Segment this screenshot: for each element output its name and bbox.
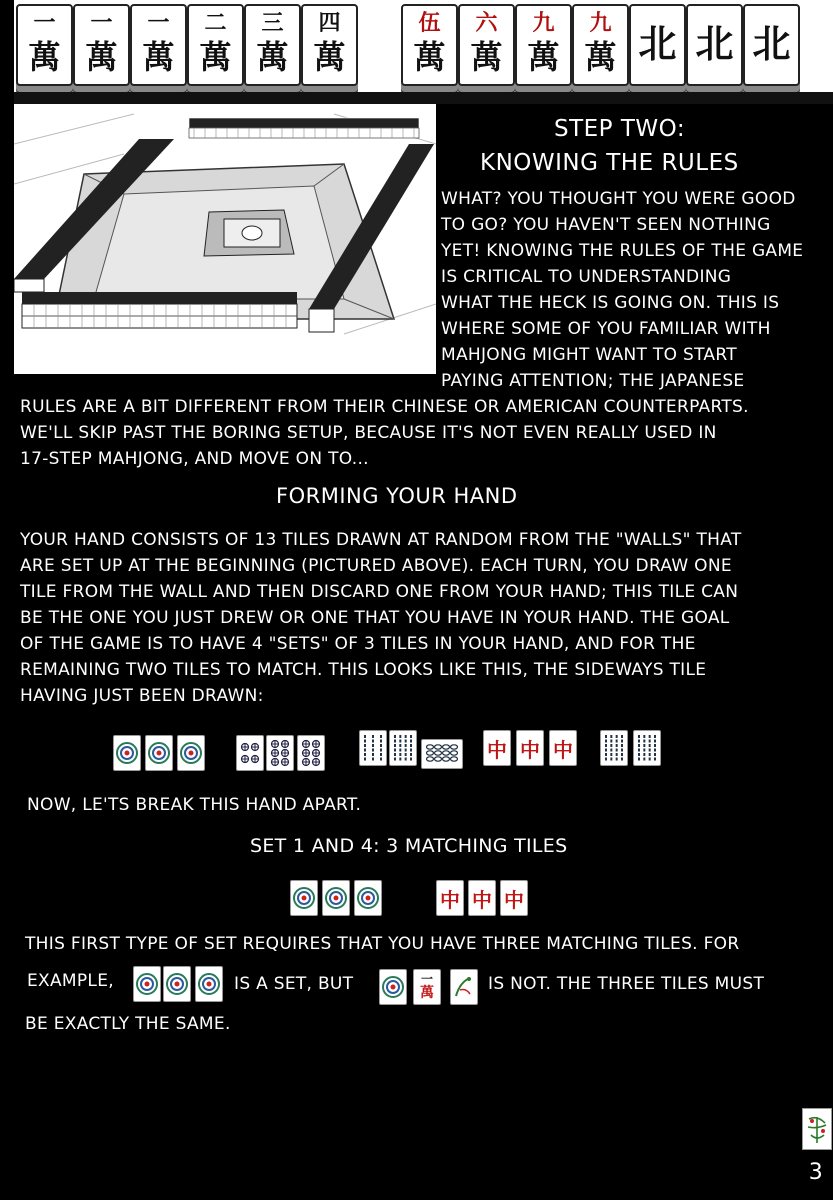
forming-line: REMAINING TWO TILES TO MATCH. THIS LOOKS LIKE THIS, THE SIDEWAYS TILE [20, 660, 707, 680]
tile-number: 四 [318, 10, 341, 36]
mahjong-table-illustration [14, 104, 436, 374]
character-tile-icon [187, 4, 244, 86]
intro-line: WE'LL SKIP PAST THE BORING SETUP, BECAUSE IT'S NOT EVEN REALLY USED IN [20, 423, 717, 443]
one-circle-tile-icon [354, 880, 382, 916]
intro-line: YET! KNOWING THE RULES OF THE GAME [441, 241, 804, 261]
character-tile-icon [301, 4, 358, 86]
red-dragon-tile-icon: 中 [436, 880, 464, 916]
one-circle-tile-icon [133, 966, 161, 1002]
set1-title: SET 1 AND 4: 3 MATCHING TILES [250, 835, 568, 857]
tile-suit: 萬 [28, 38, 61, 76]
set1-example-label: EXAMPLE, [27, 971, 114, 991]
one-circle-tile-icon [113, 735, 141, 771]
one-character-tile-icon: 一 萬 [413, 969, 441, 1005]
tile-suit: 萬 [470, 38, 503, 76]
one-bamboo-tile-icon [450, 969, 478, 1005]
tile-number: 伍 [418, 10, 441, 36]
six-circle-tile-icon [266, 735, 294, 771]
set1-is-not: IS NOT. THE THREE TILES MUST [488, 974, 765, 994]
red-dragon-tile-icon: 中 [468, 880, 496, 916]
six-circle-tile-icon [297, 735, 325, 771]
intro-line: PAYING ATTENTION; THE JAPANESE [441, 371, 745, 391]
intro-full-width [20, 394, 749, 472]
tile-suit: 萬 [199, 38, 232, 76]
intro-line: TO GO? YOU HAVEN'T SEEN NOTHING [441, 215, 771, 235]
red-dragon-tile-icon: 中 [549, 730, 577, 766]
character-tile-icon [515, 4, 572, 86]
bamboo-tile-icon [600, 730, 628, 766]
tile-glyph: 北 [638, 21, 677, 66]
sideways-drawn-tile-icon [421, 739, 463, 769]
four-bamboo-tile-icon [389, 730, 417, 766]
top-tile-strip [14, 0, 833, 104]
set1-line1: THIS FIRST TYPE OF SET REQUIRES THAT YOU HAVE THREE MATCHING TILES. FOR [25, 934, 740, 954]
character-tile-icon [244, 4, 301, 86]
tile-glyph: 北 [752, 21, 791, 66]
north-wind-tile-icon [686, 4, 743, 86]
character-tile-icon [458, 4, 515, 86]
forming-line: YOUR HAND CONSISTS OF 13 TILES DRAWN AT RANDOM FROM THE "WALLS" THAT [20, 530, 742, 550]
character-tile-icon [130, 4, 187, 86]
character-tile-icon [572, 4, 629, 86]
break-apart-text: NOW, LE'TS BREAK THIS HAND APART. [27, 795, 362, 815]
forming-line: ARE SET UP AT THE BEGINNING (PICTURED ABOVE). EACH TURN, YOU DRAW ONE [20, 556, 732, 576]
three-bamboo-tile-icon [359, 730, 387, 766]
forming-line: HAVING JUST BEEN DRAWN: [20, 686, 264, 706]
step-title-line1: STEP TWO: [554, 116, 686, 142]
tile-suit: 萬 [85, 38, 118, 76]
tile-number: 三 [261, 10, 284, 36]
tile-suit: 萬 [142, 38, 175, 76]
intro-line: WHERE SOME OF YOU FAMILIAR WITH [441, 319, 771, 339]
forming-title: FORMING YOUR HAND [276, 484, 518, 508]
corner-bamboo-tile-icon [802, 1108, 832, 1150]
table-walls-drawing [14, 104, 436, 374]
intro-line: RULES ARE A BIT DIFFERENT FROM THEIR CHINESE OR AMERICAN COUNTERPARTS. [20, 397, 749, 417]
tile-number: 一 [147, 10, 170, 36]
set1-line3: BE EXACTLY THE SAME. [25, 1014, 231, 1034]
step-title-line2: KNOWING THE RULES [480, 150, 739, 176]
tile-suit: 萬 [527, 38, 560, 76]
forming-line: TILE FROM THE WALL AND THEN DISCARD ONE FROM YOUR HAND; THIS TILE CAN [20, 582, 739, 602]
north-wind-tile-icon [629, 4, 686, 86]
tile-suit: 萬 [313, 38, 346, 76]
red-dragon-tile-icon: 中 [500, 880, 528, 916]
tile-number: 六 [475, 10, 498, 36]
forming-paragraph [20, 527, 742, 709]
character-tile-icon [16, 4, 73, 86]
tile-number: 九 [589, 10, 612, 36]
intro-column [441, 186, 803, 394]
character-tile-icon [401, 4, 458, 86]
tile-suit: 萬 [256, 38, 289, 76]
forming-line: BE THE ONE YOU JUST DREW OR ONE THAT YOU HAVE IN YOUR HAND. THE GOAL [20, 608, 730, 628]
north-wind-tile-icon [743, 4, 800, 86]
intro-line: WHAT THE HECK IS GOING ON. THIS IS [441, 293, 780, 313]
tile-suit: 萬 [584, 38, 617, 76]
tile-number: 九 [532, 10, 555, 36]
one-circle-tile-icon [379, 969, 407, 1005]
intro-line: MAHJONG MIGHT WANT TO START [441, 345, 737, 365]
tile-strip-base [14, 92, 833, 104]
one-circle-tile-icon [145, 735, 173, 771]
tile-number: 一 [90, 10, 113, 36]
bamboo-tile-icon [633, 730, 661, 766]
one-circle-tile-icon [177, 735, 205, 771]
character-tile-icon [73, 4, 130, 86]
one-circle-tile-icon [195, 966, 223, 1002]
one-circle-tile-icon [163, 966, 191, 1002]
one-circle-tile-icon [290, 880, 318, 916]
intro-line: 17-STEP MAHJONG, AND MOVE ON TO... [20, 449, 369, 469]
page-number: 3 [808, 1160, 823, 1185]
tile-number: 二 [204, 10, 227, 36]
four-circle-tile-icon [236, 735, 264, 771]
red-dragon-tile-icon: 中 [483, 730, 511, 766]
one-circle-tile-icon [322, 880, 350, 916]
intro-line: IS CRITICAL TO UNDERSTANDING [441, 267, 732, 287]
set1-is-a-set: IS A SET, BUT [234, 974, 354, 994]
red-dragon-tile-icon: 中 [516, 730, 544, 766]
tile-number: 一 [33, 10, 56, 36]
tile-suit: 萬 [413, 38, 446, 76]
forming-line: OF THE GAME IS TO HAVE 4 "SETS" OF 3 TILES IN YOUR HAND, AND FOR THE [20, 634, 696, 654]
tile-glyph: 北 [695, 21, 734, 66]
intro-line: WHAT? YOU THOUGHT YOU WERE GOOD [441, 189, 796, 209]
